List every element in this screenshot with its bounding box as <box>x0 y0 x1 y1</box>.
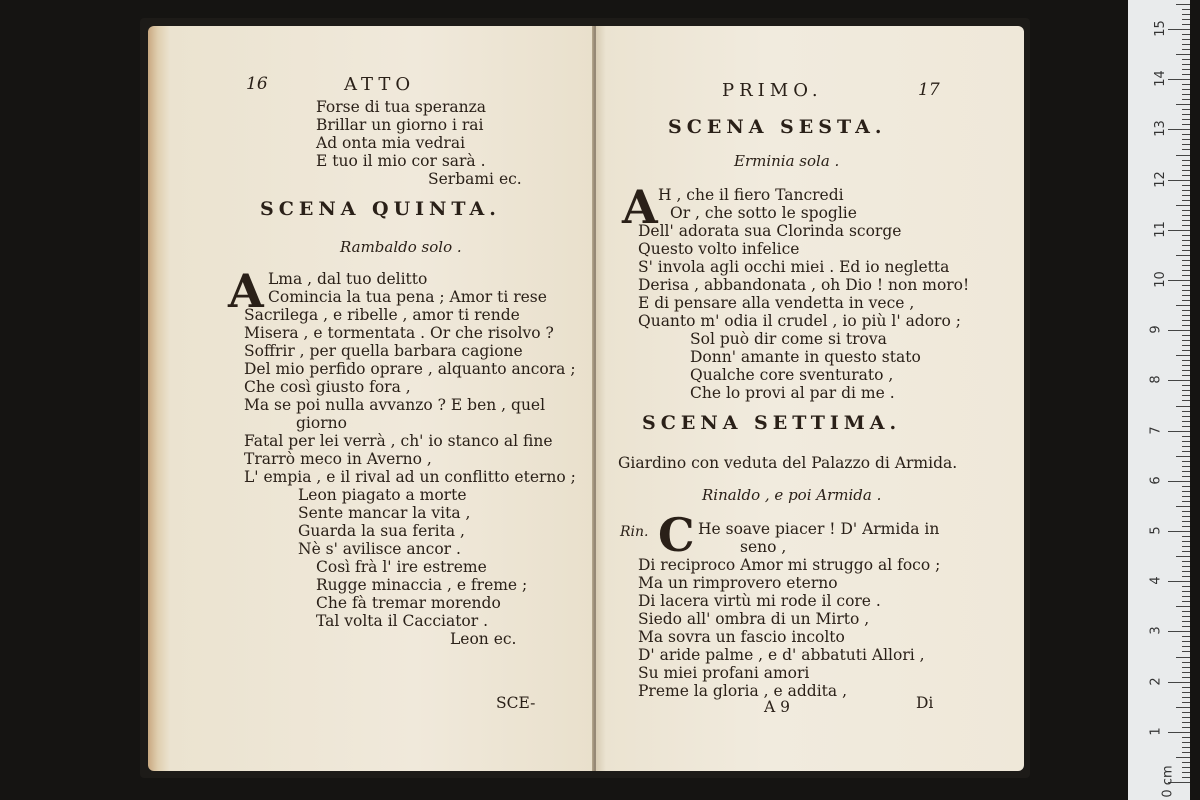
ruler-tick <box>1182 365 1190 366</box>
ruler-tick <box>1182 175 1190 176</box>
ruler-tick <box>1182 516 1190 517</box>
ruler-tick <box>1182 471 1190 472</box>
ruler-tick <box>1182 210 1190 211</box>
ruler-tick <box>1182 170 1190 171</box>
ruler-tick <box>1182 762 1190 763</box>
ruler-tick <box>1182 626 1190 627</box>
ruler-tick <box>1182 144 1190 145</box>
scene-title: SCENA SESTA. <box>668 116 887 138</box>
text-line: Di reciproco Amor mi struggo al foco ; <box>638 556 941 574</box>
drop-cap: A <box>622 180 658 234</box>
ruler-tick <box>1168 631 1190 632</box>
ruler-tick <box>1182 19 1190 20</box>
ruler-tick <box>1182 240 1190 241</box>
ruler-tick <box>1182 536 1190 537</box>
ruler-tick <box>1182 235 1190 236</box>
verse-line: Brillar un giorno i rai <box>316 116 484 134</box>
ruler-tick <box>1182 677 1190 678</box>
ruler-tick <box>1176 707 1190 708</box>
text-line: Trarrò meco in Averno , <box>244 450 432 468</box>
ruler-tick <box>1182 772 1190 773</box>
ruler-tick <box>1182 692 1190 693</box>
text-line: S' invola agli occhi miei . Ed io negletta <box>638 258 950 276</box>
ruler-tick <box>1182 119 1190 120</box>
ruler-tick <box>1182 215 1190 216</box>
ruler-tick <box>1182 601 1190 602</box>
text-line: Che fà tremar morendo <box>316 594 501 612</box>
ruler-tick <box>1182 295 1190 296</box>
ruler-tick <box>1182 636 1190 637</box>
text-line: Su miei profani amori <box>638 664 810 682</box>
text-line: Che lo provi al par di me . <box>690 384 895 402</box>
ruler-tick <box>1168 431 1190 432</box>
ruler-tick <box>1182 190 1190 191</box>
ruler-label: 0 cm <box>1160 765 1176 798</box>
ruler-tick <box>1182 69 1190 70</box>
ruler-tick <box>1182 325 1190 326</box>
ruler-tick <box>1182 662 1190 663</box>
ruler-tick <box>1168 581 1190 582</box>
text-line: Del mio perfido oprare , alquanto ancora ; <box>244 360 576 378</box>
ruler-tick <box>1168 79 1190 80</box>
text-line: Lma , dal tuo delitto <box>268 270 428 288</box>
ruler-tick <box>1182 436 1190 437</box>
ruler-tick <box>1182 385 1190 386</box>
ruler-tick <box>1182 260 1190 261</box>
ruler-tick <box>1182 290 1190 291</box>
ruler-label: 10 <box>1152 271 1168 288</box>
ruler-tick <box>1182 200 1190 201</box>
ruler-tick <box>1182 270 1190 271</box>
ruler-tick <box>1182 611 1190 612</box>
ruler-label: 13 <box>1152 120 1168 138</box>
text-line: Ma un rimprovero eterno <box>638 574 838 592</box>
ruler-tick <box>1176 155 1190 156</box>
ruler-tick <box>1182 742 1190 743</box>
left-page <box>148 26 594 771</box>
text-line: Leon piagato a morte <box>298 486 467 504</box>
ruler-tick <box>1182 486 1190 487</box>
running-head-left: ATTO <box>344 74 416 95</box>
ruler-tick <box>1182 511 1190 512</box>
scene-role: Rinaldo , e poi Armida . <box>702 486 882 504</box>
ruler-tick <box>1182 571 1190 572</box>
text-line: Sacrilega , e ribelle , amor ti rende <box>244 306 520 324</box>
ruler-tick <box>1182 737 1190 738</box>
ruler-tick <box>1182 300 1190 301</box>
measuring-ruler <box>1128 0 1190 800</box>
ruler-tick <box>1182 315 1190 316</box>
ruler-tick <box>1182 777 1190 778</box>
ruler-tick <box>1182 74 1190 75</box>
verse-line: E tuo il mio cor sarà . <box>316 152 486 170</box>
ruler-tick <box>1176 54 1190 55</box>
ruler-label: 2 <box>1148 676 1164 686</box>
drop-cap: A <box>228 264 264 318</box>
ruler-tick <box>1182 94 1190 95</box>
ruler-tick <box>1182 395 1190 396</box>
ruler-tick <box>1176 757 1190 758</box>
ruler-tick <box>1182 14 1190 15</box>
ruler-tick <box>1182 400 1190 401</box>
ruler-tick <box>1182 752 1190 753</box>
ruler-tick <box>1182 727 1190 728</box>
ruler-tick <box>1182 551 1190 552</box>
ruler-tick <box>1182 245 1190 246</box>
ruler-tick <box>1182 717 1190 718</box>
ruler-label: 15 <box>1152 20 1168 37</box>
ruler-tick <box>1182 165 1190 166</box>
text-line: Misera , e tormentata . Or che risolvo ? <box>244 324 554 342</box>
ruler-tick <box>1182 446 1190 447</box>
scene-title: SCENA QUINTA. <box>260 198 501 220</box>
ruler-tick <box>1182 310 1190 311</box>
ruler-tick <box>1182 466 1190 467</box>
ruler-tick <box>1182 44 1190 45</box>
ruler-tick <box>1182 526 1190 527</box>
text-line: Tal volta il Cacciator . <box>316 612 489 630</box>
ruler-tick <box>1168 732 1190 733</box>
ruler-tick <box>1182 89 1190 90</box>
text-line: Sente mancar la vita , <box>298 504 471 522</box>
ruler-tick <box>1168 481 1190 482</box>
text-line: L' empia , e il rival ad un conflitto eterno ; <box>244 468 576 486</box>
ruler-tick <box>1182 651 1190 652</box>
ruler-tick <box>1182 220 1190 221</box>
ruler-tick <box>1182 225 1190 226</box>
ruler-tick <box>1182 541 1190 542</box>
ruler-tick <box>1182 687 1190 688</box>
ruler-tick <box>1182 265 1190 266</box>
ruler-tick <box>1182 335 1190 336</box>
ruler-tick <box>1168 682 1190 683</box>
ruler-tick <box>1182 596 1190 597</box>
text-line: Qualche core sventurato , <box>690 366 894 384</box>
page-number-right: 17 <box>918 80 940 100</box>
ruler-tick <box>1176 406 1190 407</box>
ruler-label: 12 <box>1152 170 1168 188</box>
ruler-tick <box>1182 84 1190 85</box>
text-line: E di pensare alla vendetta in vece , <box>638 294 915 312</box>
text-line: Soffrir , per quella barbara cagione <box>244 342 523 360</box>
ruler-tick <box>1182 59 1190 60</box>
scene-role: Rambaldo solo . <box>340 238 462 256</box>
speaker-label: Rin. <box>620 524 649 540</box>
ruler-tick <box>1182 421 1190 422</box>
ruler-tick <box>1182 124 1190 125</box>
ruler-tick <box>1182 49 1190 50</box>
ruler-tick <box>1176 657 1190 658</box>
ruler-tick <box>1182 250 1190 251</box>
drop-cap: C <box>658 508 695 562</box>
text-line: Siedo all' ombra di un Mirto , <box>638 610 870 628</box>
ruler-tick <box>1182 722 1190 723</box>
ruler-tick <box>1176 305 1190 306</box>
ruler-tick <box>1182 39 1190 40</box>
ruler-tick <box>1182 275 1190 276</box>
catchword-right: Di <box>916 694 934 712</box>
ruler-tick <box>1176 104 1190 105</box>
ruler-tick <box>1182 134 1190 135</box>
text-line: Fatal per lei verrà , ch' io stanco al fine <box>244 432 553 450</box>
ruler-tick <box>1168 280 1190 281</box>
ruler-tick <box>1182 416 1190 417</box>
verse-line: Forse di tua speranza <box>316 98 486 116</box>
ruler-tick <box>1176 506 1190 507</box>
ruler-label: 9 <box>1148 325 1164 334</box>
ruler-tick <box>1182 360 1190 361</box>
text-line: Così frà l' ire estreme <box>316 558 487 576</box>
ruler-tick <box>1176 255 1190 256</box>
ruler-tick <box>1182 641 1190 642</box>
ruler-tick <box>1182 340 1190 341</box>
ruler-tick <box>1182 461 1190 462</box>
running-head-right: PRIMO. <box>722 80 823 101</box>
ruler-tick <box>1182 667 1190 668</box>
ruler-tick <box>1168 180 1190 181</box>
ruler-tick <box>1182 586 1190 587</box>
ruler-tick <box>1176 355 1190 356</box>
text-line: Ma se poi nulla avvanzo ? E ben , quel <box>244 396 546 414</box>
ruler-label: 7 <box>1148 425 1164 435</box>
ruler-tick <box>1168 330 1190 331</box>
ruler-tick <box>1176 4 1190 5</box>
ruler-tick <box>1182 345 1190 346</box>
ruler-tick <box>1176 556 1190 557</box>
text-line: Donn' amante in questo stato <box>690 348 921 366</box>
ruler-tick <box>1182 646 1190 647</box>
text-line: Quanto m' odia il crudel , io più l' adoro ; <box>638 312 961 330</box>
text-line: Sol può dir come si trova <box>690 330 887 348</box>
ruler-label: 5 <box>1148 526 1164 535</box>
ruler-tick <box>1182 160 1190 161</box>
ruler-tick <box>1182 426 1190 427</box>
ruler-tick <box>1176 606 1190 607</box>
text-line: Preme la gloria , e addita , <box>638 682 848 700</box>
ruler-tick <box>1182 712 1190 713</box>
ruler-tick <box>1168 29 1190 30</box>
text-line: Comincia la tua pena ; Amor ti rese <box>268 288 547 306</box>
ruler-tick <box>1182 114 1190 115</box>
ruler-tick <box>1182 375 1190 376</box>
ruler-tick <box>1182 561 1190 562</box>
ruler-tick <box>1182 747 1190 748</box>
ruler-tick <box>1168 531 1190 532</box>
ruler-tick <box>1182 672 1190 673</box>
scene-title: SCENA SETTIMA. <box>642 412 902 434</box>
text-line: Derisa , abbandonata , oh Dio ! non moro! <box>638 276 970 294</box>
ruler-tick <box>1182 149 1190 150</box>
text-line: Rugge minaccia , e freme ; <box>316 576 528 594</box>
ruler-tick <box>1182 24 1190 25</box>
ruler-tick <box>1182 521 1190 522</box>
ruler-label: 8 <box>1148 375 1164 385</box>
ruler-tick <box>1182 616 1190 617</box>
ruler-tick <box>1182 195 1190 196</box>
ruler-tick <box>1182 576 1190 577</box>
right-page <box>596 26 1024 771</box>
text-line: Leon ec. <box>450 630 517 648</box>
ruler-tick <box>1182 702 1190 703</box>
ruler-tick <box>1182 64 1190 65</box>
ruler-label: 11 <box>1152 221 1168 238</box>
ruler-tick <box>1182 697 1190 698</box>
text-line: Dell' adorata sua Clorinda scorge <box>638 222 902 240</box>
text-line: Nè s' avilisce ancor . <box>298 540 461 558</box>
ruler-tick <box>1182 591 1190 592</box>
ruler-tick <box>1182 441 1190 442</box>
ruler-tick <box>1168 230 1190 231</box>
scene-role: Erminia sola . <box>734 152 840 170</box>
ruler-tick <box>1182 370 1190 371</box>
ruler-tick <box>1182 491 1190 492</box>
text-line: D' aride palme , e d' abbatuti Allori , <box>638 646 925 664</box>
verse-line: Ad onta mia vedrai <box>316 134 466 152</box>
ruler-label: 14 <box>1152 70 1168 87</box>
ruler-tick <box>1182 185 1190 186</box>
text-line: Di lacera virtù mi rode il core . <box>638 592 881 610</box>
text-line: Che così giusto fora , <box>244 378 411 396</box>
ruler-tick <box>1182 390 1190 391</box>
ruler-tick <box>1176 456 1190 457</box>
ruler-tick <box>1182 496 1190 497</box>
ruler-tick <box>1182 109 1190 110</box>
verse-line: Serbami ec. <box>428 170 522 188</box>
text-line: seno , <box>740 538 787 556</box>
ruler-tick <box>1182 546 1190 547</box>
ruler-tick <box>1182 9 1190 10</box>
scene-setting: Giardino con veduta del Palazzo di Armida. <box>618 454 958 472</box>
ruler-tick <box>1168 380 1190 381</box>
text-line: Guarda la sua ferita , <box>298 522 465 540</box>
ruler-tick <box>1182 451 1190 452</box>
ruler-tick <box>1182 139 1190 140</box>
ruler-tick <box>1182 350 1190 351</box>
ruler-label: 3 <box>1148 626 1164 636</box>
ruler-tick <box>1168 129 1190 130</box>
ruler-tick <box>1176 205 1190 206</box>
page-number-left: 16 <box>246 74 268 94</box>
ruler-tick <box>1182 621 1190 622</box>
ruler-tick <box>1182 566 1190 567</box>
catchword-left: SCE- <box>496 694 536 712</box>
ruler-tick <box>1182 320 1190 321</box>
ruler-tick <box>1182 501 1190 502</box>
signature-mark: A 9 <box>764 698 790 716</box>
text-line: He soave piacer ! D' Armida in <box>698 520 940 538</box>
ruler-tick <box>1182 411 1190 412</box>
text-line: giorno <box>296 414 347 432</box>
ruler-label: 4 <box>1148 576 1164 585</box>
ruler-tick <box>1182 767 1190 768</box>
text-line: Ma sovra un fascio incolto <box>638 628 845 646</box>
text-line: Questo volto infelice <box>638 240 800 258</box>
ruler-tick <box>1182 99 1190 100</box>
text-line: H , che il fiero Tancredi <box>658 186 844 204</box>
ruler-tick <box>1182 34 1190 35</box>
text-line: Or , che sotto le spoglie <box>670 204 857 222</box>
ruler-tick <box>1182 285 1190 286</box>
ruler-tick <box>1182 476 1190 477</box>
ruler-label: 1 <box>1148 727 1164 736</box>
ruler-label: 6 <box>1148 476 1164 485</box>
